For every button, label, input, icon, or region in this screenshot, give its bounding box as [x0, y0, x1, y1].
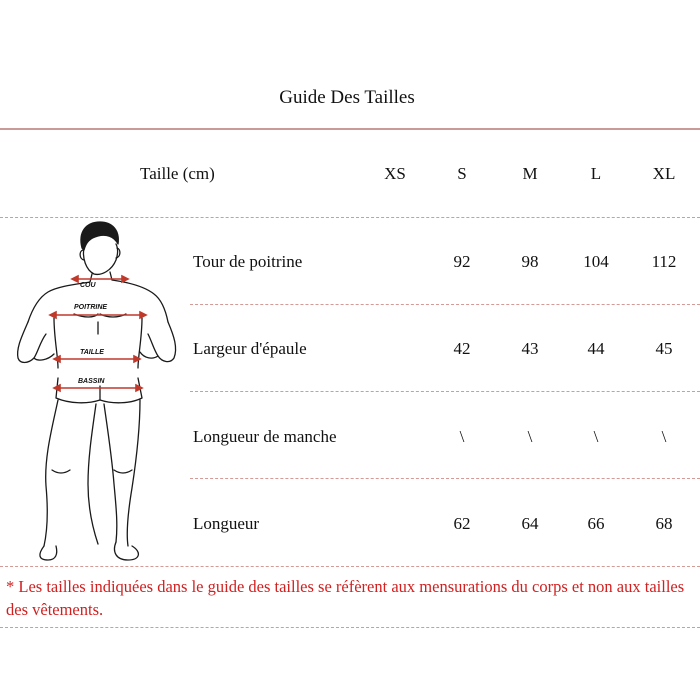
header-size-xs: XS [384, 164, 406, 183]
cell-r1-s: 92 [453, 252, 471, 271]
row-label-largeur-epaule: Largeur d'épaule [193, 339, 307, 358]
size-guide-note: * Les tailles indiquées dans le guide des tailles se réfèrent aux mensurations du corps et non aux tailles des vêtements. [6, 577, 685, 619]
row-divider-1 [190, 304, 700, 305]
tag-taille: TAILLE [80, 349, 104, 356]
cell-r2-s: 42 [453, 339, 471, 358]
title-divider [0, 128, 700, 130]
tag-cou: COU [80, 282, 96, 289]
page-title: Guide Des Tailles [279, 87, 415, 108]
cell-r3-l: \ [593, 427, 599, 446]
cell-r3-s: \ [459, 427, 465, 446]
body-measurement-figure [8, 218, 178, 566]
row-divider-2 [190, 391, 700, 392]
row-label-longueur-de-manche: Longueur de manche [193, 427, 337, 446]
row-divider-3 [190, 478, 700, 479]
tag-bassin: BASSIN [78, 378, 105, 385]
header-label: Taille (cm) [140, 164, 215, 183]
header-size-l: L [590, 164, 602, 183]
row-label-tour-de-poitrine: Tour de poitrine [193, 252, 303, 271]
header-size-s: S [457, 164, 467, 183]
cell-r2-xl: 45 [655, 339, 673, 358]
cell-r3-xl: \ [661, 427, 667, 446]
cell-r1-l: 104 [583, 252, 609, 271]
header-size-xl: XL [652, 164, 676, 183]
tag-poitrine: POITRINE [74, 304, 108, 311]
cell-r4-l: 66 [587, 514, 605, 533]
cell-r4-m: 64 [521, 514, 539, 533]
cell-r1-m: 98 [521, 252, 539, 271]
cell-r4-xl: 68 [655, 514, 673, 533]
header-size-m: M [522, 164, 538, 183]
cell-r4-s: 62 [453, 514, 471, 533]
row-label-longueur: Longueur [193, 514, 260, 533]
bottom-divider [0, 627, 700, 628]
cell-r1-xl: 112 [651, 252, 677, 271]
cell-r2-l: 44 [587, 339, 605, 358]
cell-r2-m: 43 [521, 339, 539, 358]
cell-r3-m: \ [527, 427, 533, 446]
row-divider-4 [0, 566, 700, 567]
